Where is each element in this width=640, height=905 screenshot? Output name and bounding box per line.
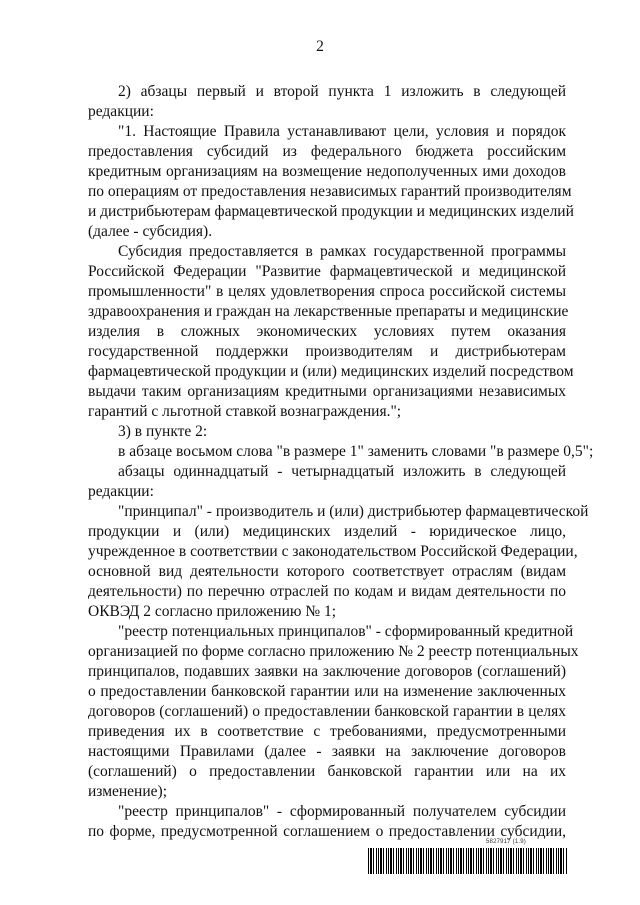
- text-line: о предоставлении банковской гарантии или на изменение заключенных: [88, 683, 566, 700]
- text-line: "реестр принципалов" - сформированный получателем субсидии: [118, 803, 566, 820]
- text-line: организацией по форме согласно приложению № 2 реестр потенциальных: [88, 643, 579, 660]
- text-line: изделия в сложных экономических условиях путем оказания: [88, 323, 566, 340]
- text-line: деятельности) по перечню отраслей по кодам и видам деятельности по: [88, 583, 566, 600]
- text-line: "реестр потенциальных принципалов" - сформированный кредитной: [118, 623, 574, 640]
- text-line: редакции:: [88, 103, 154, 120]
- text-line: изменение);: [88, 783, 167, 800]
- text-line: гарантий с льготной ставкой вознаграждения.";: [88, 403, 402, 420]
- text-line: по форме, предусмотренной соглашением о предоставлении субсидии,: [88, 823, 566, 840]
- text-line: настоящими Правилами (далее - заявки на заключение договоров: [88, 743, 566, 760]
- text-line: принципалов, подавших заявки на заключение договоров (соглашений): [88, 663, 566, 680]
- text-line: основной вид деятельности которого соответствует отраслям (видам: [88, 563, 566, 580]
- text-line: 3) в пункте 2:: [118, 423, 208, 440]
- text-line: фармацевтической продукции и (или) медицинских изделий посредством: [88, 363, 574, 380]
- text-line: договоров (соглашений) о предоставлении банковской гарантии в целях: [88, 703, 566, 720]
- text-line: в абзаце восьмом слова "в размере 1" заменить словами "в размере 0,5";: [118, 443, 594, 460]
- text-line: предоставления субсидий из федерального бюджета российским: [88, 143, 566, 160]
- text-line: кредитным организациям на возмещение недополученных ими доходов: [88, 163, 566, 180]
- text-line: "1. Настоящие Правила устанавливают цели, условия и порядок: [118, 123, 566, 140]
- text-line: абзацы одиннадцатый - четырнадцатый изложить в следующей: [118, 463, 566, 480]
- barcode-code: 5827917 (1.9): [486, 839, 526, 845]
- text-line: (далее - субсидия).: [88, 223, 213, 240]
- text-line: промышленности" в целях удовлетворения спроса российской системы: [88, 283, 566, 300]
- text-line: государственной поддержки производителям и дистрибьютерам: [88, 343, 566, 360]
- text-line: Российской Федерации "Развитие фармацевтической и медицинской: [88, 263, 566, 280]
- text-line: здравоохранения и граждан на лекарственные препараты и медицинские: [88, 303, 569, 320]
- barcode: [368, 848, 568, 874]
- text-line: приведения их в соответствие с требованиями, предусмотренными: [88, 723, 566, 740]
- text-line: Субсидия предоставляется в рамках государственной программы: [118, 243, 566, 260]
- text-line: ОКВЭД 2 согласно приложению № 1;: [88, 603, 337, 620]
- text-line: выдачи таким организациям кредитными организациями независимых: [88, 383, 566, 400]
- text-line: по операциям от предоставления независимых гарантий производителям: [88, 183, 572, 200]
- text-line: и дистрибьютерам фармацевтической продукции и медицинских изделий: [88, 203, 574, 220]
- text-line: учрежденное в соответствии с законодательством Российской Федерации,: [88, 543, 578, 560]
- text-line: продукции и (или) медицинских изделий - юридическое лицо,: [88, 523, 566, 540]
- text-line: редакции:: [88, 483, 154, 500]
- text-line: 2) абзацы первый и второй пункта 1 изложить в следующей: [118, 83, 566, 100]
- text-line: "принципал" - производитель и (или) дистрибьютер фармацевтической: [118, 503, 589, 520]
- page-number: 2: [316, 38, 324, 55]
- text-line: (соглашений) о предоставлении банковской гарантии или на их: [88, 763, 566, 780]
